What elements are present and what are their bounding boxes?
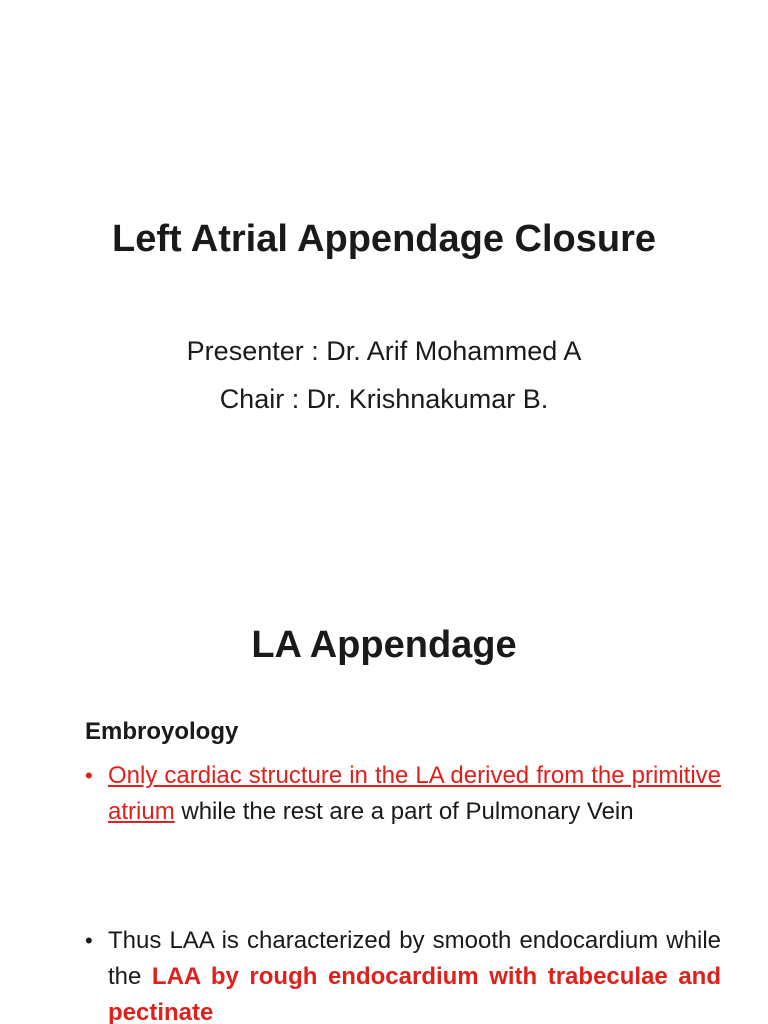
bullet-dot-icon: • xyxy=(85,928,93,953)
bullet-item xyxy=(85,923,721,1024)
highlighted-phrase: LAA by rough endocardium with trabeculae and pectinate xyxy=(108,963,721,1024)
bullet-plain-text: Thus LAA is characterized by smooth endocardium while the xyxy=(108,927,721,990)
highlighted-phrase: Only cardiac structure in the LA derived from the primitive atrium xyxy=(108,762,721,825)
chair-line: Chair : Dr. Krishnakumar B. xyxy=(219,384,549,414)
bullet-item xyxy=(85,758,721,830)
bullet-text xyxy=(108,923,721,1024)
slide-title: Left Atrial Appendage Closure xyxy=(111,218,657,260)
subsection-heading: Embroyology xyxy=(85,718,239,745)
section-title: LA Appendage xyxy=(251,624,517,666)
bullet-text xyxy=(108,758,721,830)
bullet-dot-icon: • xyxy=(85,763,93,788)
presenter-line: Presenter : Dr. Arif Mohammed A xyxy=(186,336,582,366)
bullet-rest-text: while the rest are a part of Pulmonary Vein xyxy=(174,798,634,825)
